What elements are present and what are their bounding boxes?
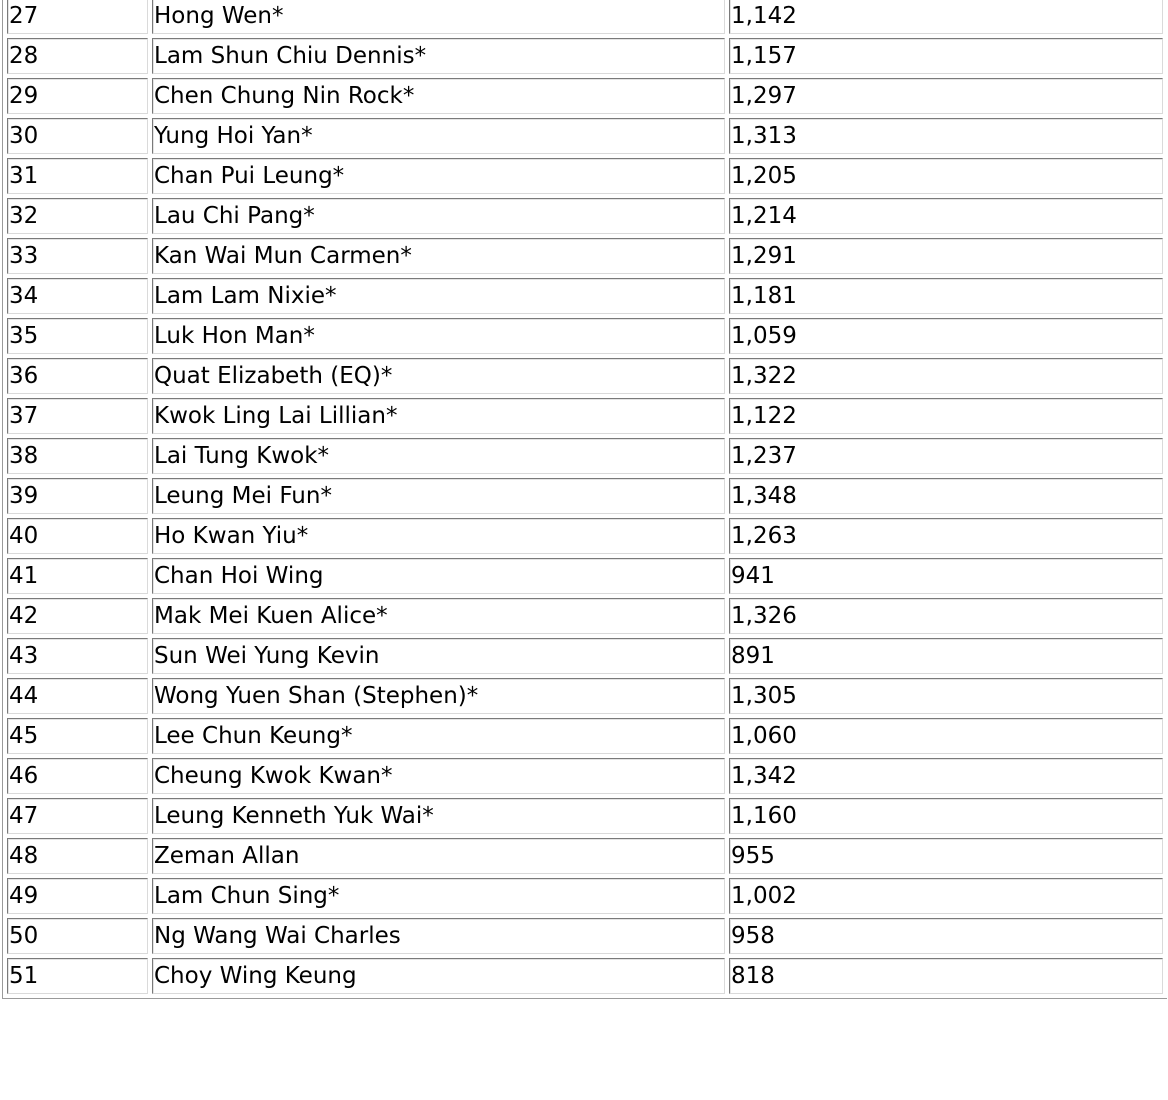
votes-cell: 818 bbox=[729, 958, 1163, 994]
votes-cell: 1,160 bbox=[729, 798, 1163, 834]
votes-cell: 1,263 bbox=[729, 518, 1163, 554]
rank-cell: 27 bbox=[7, 0, 148, 34]
votes-cell: 1,297 bbox=[729, 78, 1163, 114]
votes-cell: 1,002 bbox=[729, 878, 1163, 914]
table-row bbox=[7, 198, 1163, 234]
votes-cell: 1,348 bbox=[729, 478, 1163, 514]
rank-cell: 51 bbox=[7, 958, 148, 994]
table-row bbox=[7, 678, 1163, 714]
table-row bbox=[7, 78, 1163, 114]
rank-cell: 47 bbox=[7, 798, 148, 834]
votes-cell: 1,322 bbox=[729, 358, 1163, 394]
results-table-container bbox=[2, 0, 1167, 999]
rank-cell: 28 bbox=[7, 38, 148, 74]
name-cell: Kwok Ling Lai Lillian* bbox=[152, 398, 725, 434]
votes-cell: 1,122 bbox=[729, 398, 1163, 434]
rank-cell: 32 bbox=[7, 198, 148, 234]
rank-cell: 35 bbox=[7, 318, 148, 354]
votes-cell: 1,142 bbox=[729, 0, 1163, 34]
votes-cell: 1,205 bbox=[729, 158, 1163, 194]
votes-cell: 1,291 bbox=[729, 238, 1163, 274]
name-cell: Sun Wei Yung Kevin bbox=[152, 638, 725, 674]
votes-cell: 891 bbox=[729, 638, 1163, 674]
votes-cell: 1,313 bbox=[729, 118, 1163, 154]
rank-cell: 36 bbox=[7, 358, 148, 394]
table-row bbox=[7, 758, 1163, 794]
table-row bbox=[7, 798, 1163, 834]
rank-cell: 37 bbox=[7, 398, 148, 434]
votes-cell: 1,237 bbox=[729, 438, 1163, 474]
rank-cell: 48 bbox=[7, 838, 148, 874]
rank-cell: 49 bbox=[7, 878, 148, 914]
name-cell: Yung Hoi Yan* bbox=[152, 118, 725, 154]
table-row bbox=[7, 718, 1163, 754]
votes-cell: 1,060 bbox=[729, 718, 1163, 754]
name-cell: Chan Pui Leung* bbox=[152, 158, 725, 194]
table-row bbox=[7, 878, 1163, 914]
votes-cell: 955 bbox=[729, 838, 1163, 874]
name-cell: Ng Wang Wai Charles bbox=[152, 918, 725, 954]
name-cell: Kan Wai Mun Carmen* bbox=[152, 238, 725, 274]
votes-cell: 1,214 bbox=[729, 198, 1163, 234]
rank-cell: 43 bbox=[7, 638, 148, 674]
table-row bbox=[7, 118, 1163, 154]
name-cell: Lau Chi Pang* bbox=[152, 198, 725, 234]
name-cell: Lam Shun Chiu Dennis* bbox=[152, 38, 725, 74]
name-cell: Wong Yuen Shan (Stephen)* bbox=[152, 678, 725, 714]
results-table bbox=[3, 0, 1167, 998]
votes-cell: 1,305 bbox=[729, 678, 1163, 714]
table-row bbox=[7, 358, 1163, 394]
rank-cell: 46 bbox=[7, 758, 148, 794]
table-row bbox=[7, 0, 1163, 34]
rank-cell: 41 bbox=[7, 558, 148, 594]
name-cell: Cheung Kwok Kwan* bbox=[152, 758, 725, 794]
name-cell: Luk Hon Man* bbox=[152, 318, 725, 354]
votes-cell: 1,181 bbox=[729, 278, 1163, 314]
votes-cell: 1,157 bbox=[729, 38, 1163, 74]
votes-cell: 958 bbox=[729, 918, 1163, 954]
name-cell: Mak Mei Kuen Alice* bbox=[152, 598, 725, 634]
table-row bbox=[7, 238, 1163, 274]
table-row bbox=[7, 438, 1163, 474]
votes-cell: 1,342 bbox=[729, 758, 1163, 794]
votes-cell: 941 bbox=[729, 558, 1163, 594]
name-cell: Chen Chung Nin Rock* bbox=[152, 78, 725, 114]
rank-cell: 38 bbox=[7, 438, 148, 474]
table-row bbox=[7, 318, 1163, 354]
name-cell: Lee Chun Keung* bbox=[152, 718, 725, 754]
table-row bbox=[7, 598, 1163, 634]
table-row bbox=[7, 398, 1163, 434]
rank-cell: 29 bbox=[7, 78, 148, 114]
rank-cell: 42 bbox=[7, 598, 148, 634]
name-cell: Leung Kenneth Yuk Wai* bbox=[152, 798, 725, 834]
rank-cell: 31 bbox=[7, 158, 148, 194]
name-cell: Lam Lam Nixie* bbox=[152, 278, 725, 314]
name-cell: Lai Tung Kwok* bbox=[152, 438, 725, 474]
rank-cell: 39 bbox=[7, 478, 148, 514]
table-row bbox=[7, 38, 1163, 74]
table-row bbox=[7, 558, 1163, 594]
rank-cell: 30 bbox=[7, 118, 148, 154]
name-cell: Leung Mei Fun* bbox=[152, 478, 725, 514]
rank-cell: 40 bbox=[7, 518, 148, 554]
table-row bbox=[7, 918, 1163, 954]
rank-cell: 44 bbox=[7, 678, 148, 714]
table-row bbox=[7, 278, 1163, 314]
table-row bbox=[7, 478, 1163, 514]
name-cell: Lam Chun Sing* bbox=[152, 878, 725, 914]
table-row bbox=[7, 958, 1163, 994]
table-row bbox=[7, 838, 1163, 874]
name-cell: Ho Kwan Yiu* bbox=[152, 518, 725, 554]
table-row bbox=[7, 158, 1163, 194]
rank-cell: 34 bbox=[7, 278, 148, 314]
name-cell: Zeman Allan bbox=[152, 838, 725, 874]
rank-cell: 33 bbox=[7, 238, 148, 274]
name-cell: Quat Elizabeth (EQ)* bbox=[152, 358, 725, 394]
name-cell: Hong Wen* bbox=[152, 0, 725, 34]
name-cell: Choy Wing Keung bbox=[152, 958, 725, 994]
votes-cell: 1,059 bbox=[729, 318, 1163, 354]
rank-cell: 50 bbox=[7, 918, 148, 954]
votes-cell: 1,326 bbox=[729, 598, 1163, 634]
table-row bbox=[7, 638, 1163, 674]
rank-cell: 45 bbox=[7, 718, 148, 754]
table-row bbox=[7, 518, 1163, 554]
results-table-body bbox=[7, 0, 1163, 994]
name-cell: Chan Hoi Wing bbox=[152, 558, 725, 594]
